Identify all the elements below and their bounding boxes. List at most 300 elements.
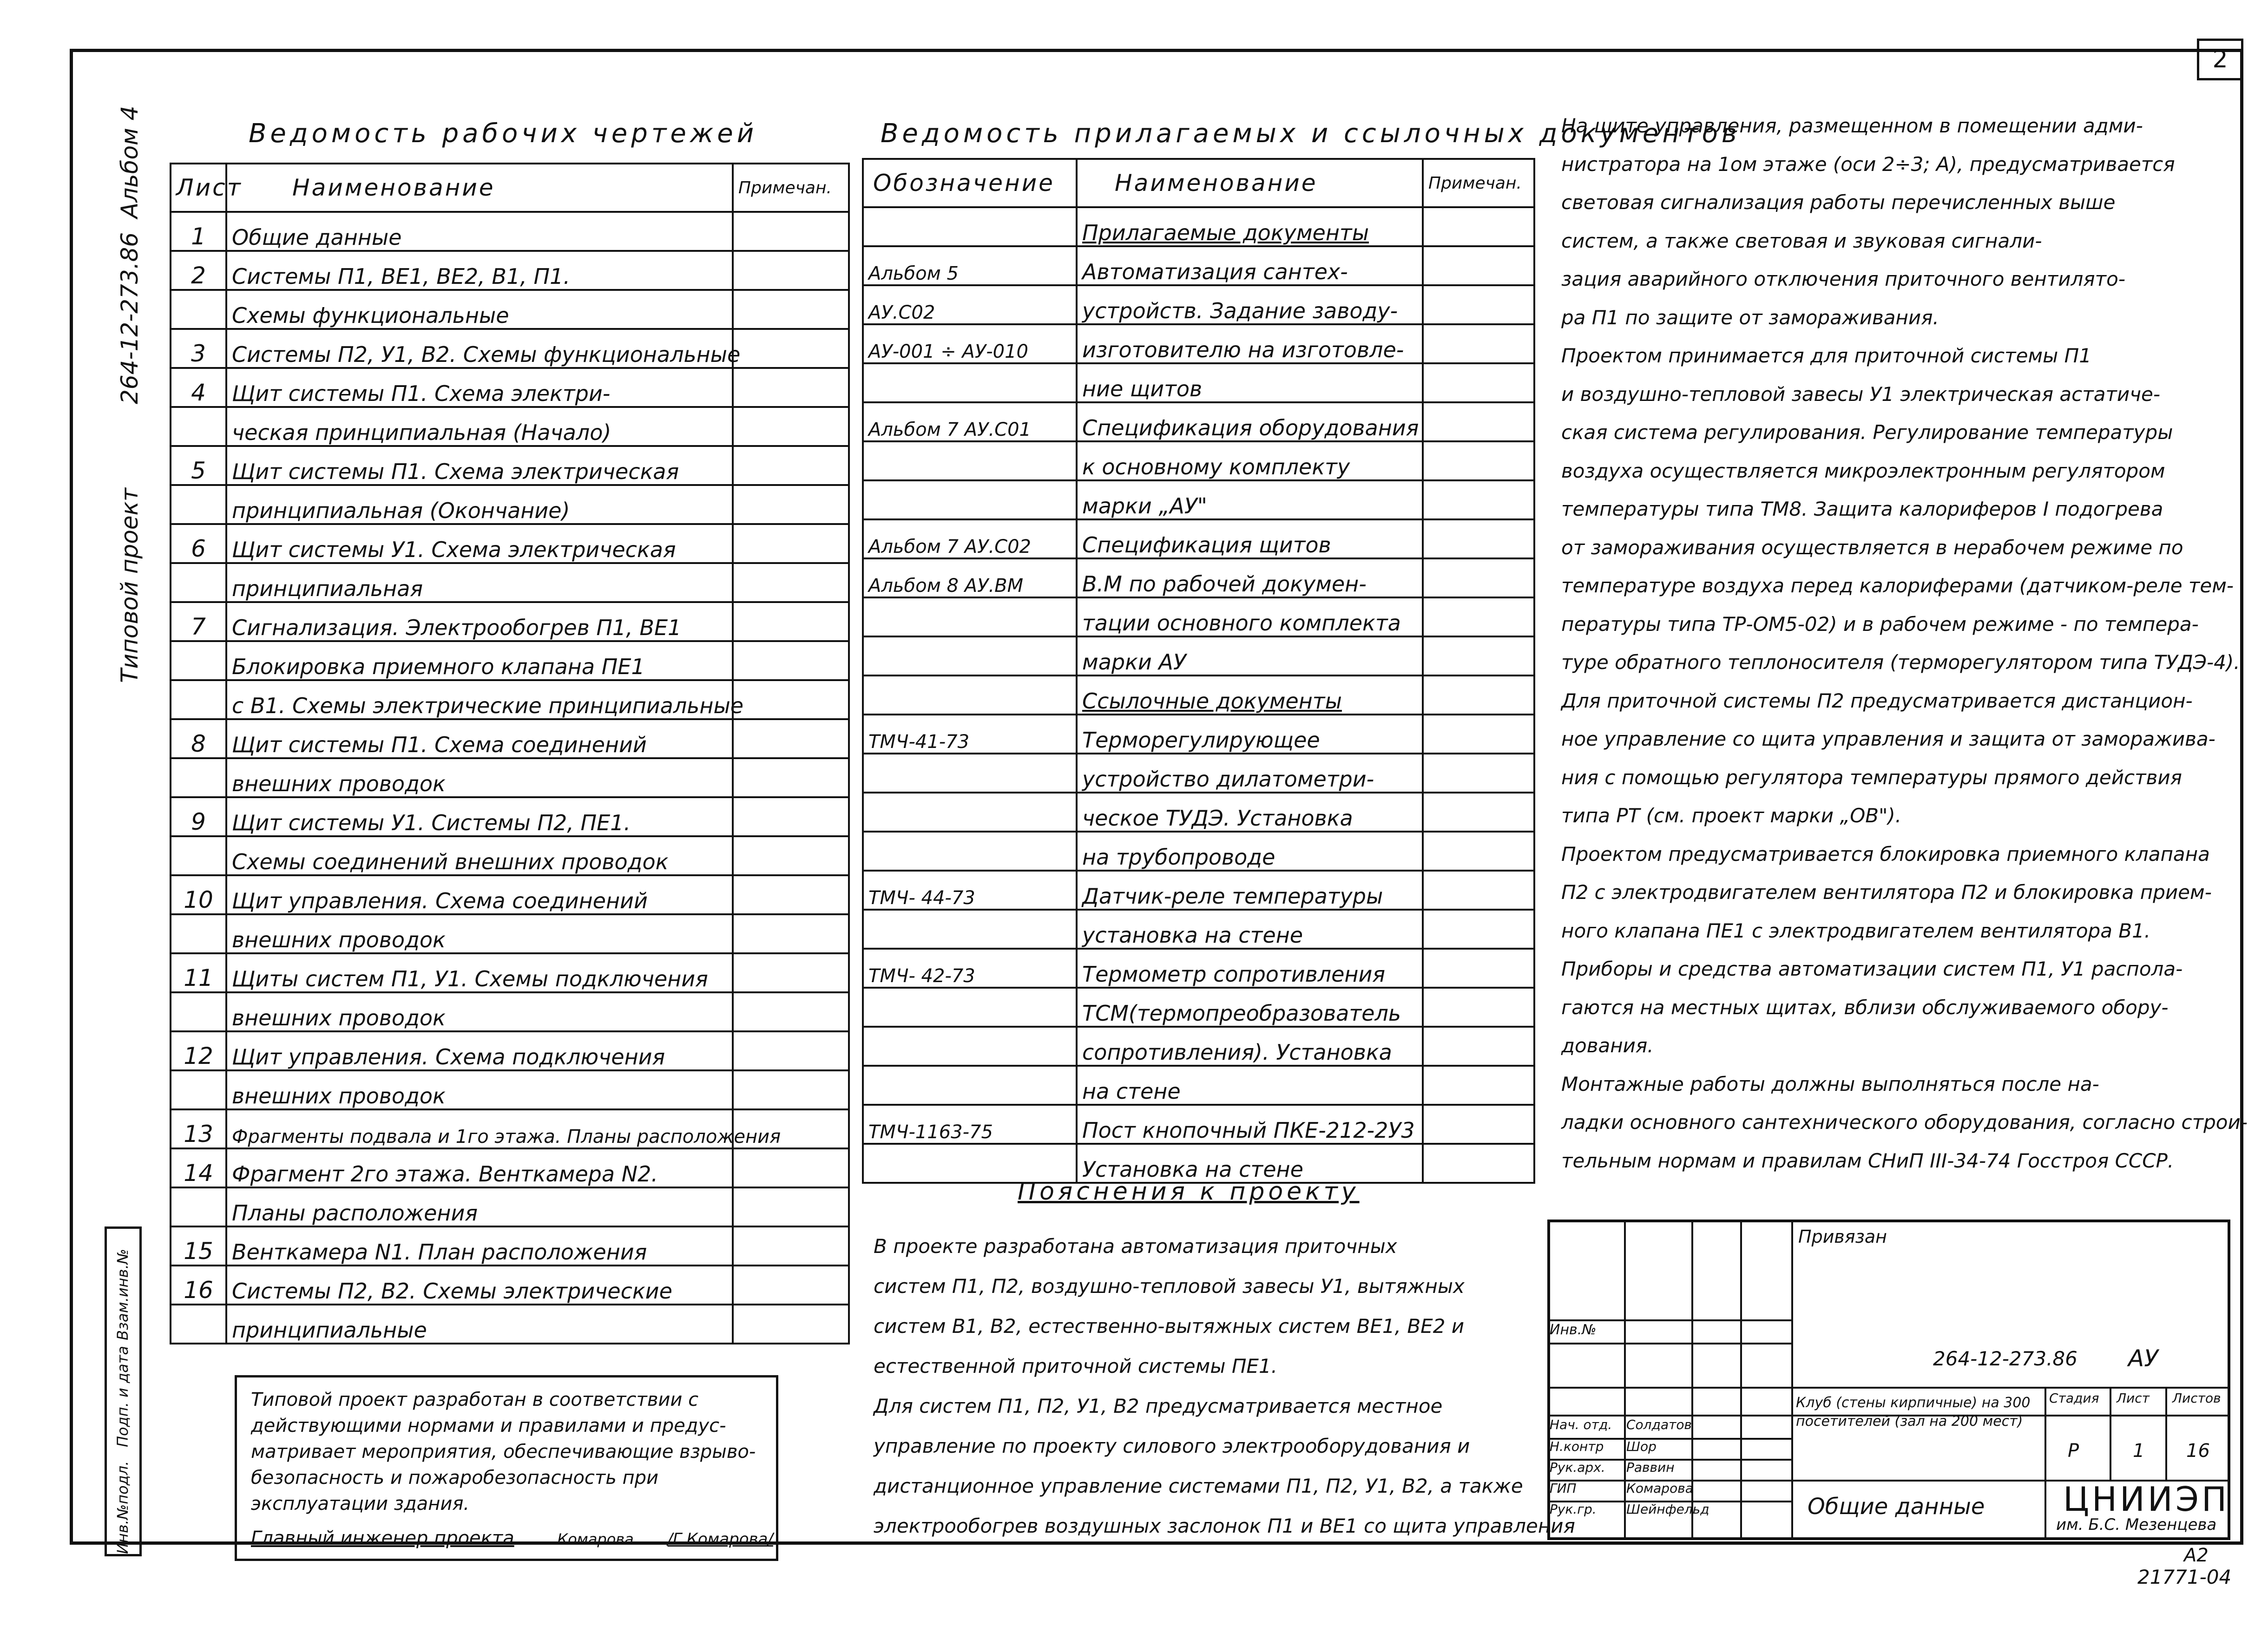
- doc-code: [863, 988, 1077, 1027]
- sheet-name: внешних проводок: [226, 992, 733, 1031]
- table-row: [171, 1187, 849, 1226]
- sheet-name: Фрагменты подвала и 1го этажа. Планы расположения: [226, 1109, 733, 1148]
- tb-org-sub: им. Б.С. Мезенцева: [2056, 1515, 2217, 1534]
- sheet-number: 7: [171, 602, 226, 641]
- table-row: [863, 558, 1534, 597]
- header-code: Обозначение: [863, 159, 1077, 207]
- table-row: [171, 641, 849, 680]
- sheet-name: Щит системы У1. Системы П2, ПЕ1.: [226, 797, 733, 836]
- text-line: Проектом предусматривается блокировка приемного клапана: [1561, 842, 2210, 866]
- engineer-signature: Комарова: [557, 1530, 634, 1548]
- explanation-line: управление по проекту силового электрооборудования и: [874, 1435, 1470, 1457]
- doc-code: [863, 793, 1077, 832]
- text-line: зация аварийного отключения приточного вентилято-: [1561, 268, 2125, 290]
- sheet-number: 12: [171, 1031, 226, 1070]
- doc-code: АУ.С02: [863, 285, 1077, 324]
- doc-note: [1423, 1105, 1534, 1144]
- doc-note: [1423, 519, 1534, 558]
- sheet-note: [733, 641, 849, 680]
- doc-code: [863, 910, 1077, 949]
- sheet-note: [733, 251, 849, 290]
- doc-note: [1423, 246, 1534, 285]
- sheet-name: Щит системы П1. Схема электрическая: [226, 446, 733, 485]
- text-line: туре обратного теплоносителя (терморегулятором типа ТУДЭ-4).: [1561, 651, 2240, 674]
- doc-code: [863, 1144, 1077, 1183]
- sheet-note: [733, 524, 849, 563]
- doc-note: [1423, 1144, 1534, 1183]
- text-line: световая сигнализация работы перечисленных выше: [1561, 191, 2116, 214]
- doc-code: [863, 597, 1077, 636]
- header-sheet: Лист: [171, 164, 226, 212]
- sheet-name: с В1. Схемы электрические принципиальные: [226, 680, 733, 719]
- tb-sheets-h: Листов: [2172, 1390, 2221, 1406]
- note-line: действующими нормами и правилами и предус-: [251, 1415, 726, 1436]
- doc-name: Автоматизация сантех-: [1077, 246, 1423, 285]
- sheet-number: 13: [171, 1109, 226, 1148]
- sheet-note: [733, 212, 849, 251]
- doc-code: [863, 675, 1077, 715]
- sheet-number: 16: [171, 1266, 226, 1305]
- explanation-line: систем В1, В2, естественно-вытяжных систем ВЕ1, ВЕ2 и: [874, 1315, 1465, 1338]
- sheet-name: Общие данные: [226, 212, 733, 251]
- tb-sheets: 16: [2186, 1440, 2210, 1462]
- text-line: нистратора на 1ом этаже (оси 2÷3; А), предусматривается: [1561, 152, 2175, 176]
- sheet-note: [733, 680, 849, 719]
- docs-list-title: Ведомость прилагаемых и ссылочных документов: [881, 118, 1741, 149]
- table-row: [863, 441, 1534, 480]
- drawings-list-title: Ведомость рабочих чертежей: [249, 118, 758, 149]
- table-row: [171, 485, 849, 524]
- table-row: [171, 875, 849, 914]
- table-row: [171, 914, 849, 953]
- table-row: [863, 949, 1534, 988]
- note-line: эксплуатации здания.: [251, 1493, 470, 1515]
- table-row: [863, 519, 1534, 558]
- doc-name: сопротивления). Установка: [1077, 1027, 1423, 1066]
- table-row: [171, 1148, 849, 1187]
- text-line: пературы типа ТР-ОМ5-02) и в рабочем режиме - по темпера-: [1561, 612, 2199, 636]
- note-line: Типовой проект разработан в соответствии с: [251, 1389, 699, 1410]
- sheet-number: [171, 680, 226, 719]
- sheet-note: [733, 368, 849, 407]
- sheet-number: 11: [171, 953, 226, 992]
- sheet-note: [733, 563, 849, 602]
- table-row: [171, 1109, 849, 1148]
- sheet-note: [733, 758, 849, 797]
- sheet-number: [171, 758, 226, 797]
- text-line: и воздушно-тепловой завесы У1 электрическая астатиче-: [1561, 382, 2160, 406]
- sheet-note: [733, 953, 849, 992]
- sheet-name: Фрагмент 2го этажа. Венткамера N2.: [226, 1148, 733, 1187]
- explanation-line: В проекте разработана автоматизация приточных: [874, 1235, 1397, 1258]
- sheet-name: Щит управления. Схема подключения: [226, 1031, 733, 1070]
- doc-note: [1423, 832, 1534, 871]
- text-line: типа РТ (см. проект марки „ОВ").: [1561, 804, 1902, 827]
- doc-name: Датчик-реле температуры: [1077, 871, 1423, 910]
- table-row: [171, 368, 849, 407]
- tb-role: ГИП: [1550, 1481, 1577, 1496]
- note-line: безопасность и пожаробезопасность при: [251, 1467, 659, 1489]
- doc-note: [1423, 675, 1534, 715]
- doc-note: [1423, 597, 1534, 636]
- sheet-number: 6: [171, 524, 226, 563]
- tb-format: А2: [2184, 1545, 2209, 1566]
- doc-name: ческое ТУДЭ. Установка: [1077, 793, 1423, 832]
- doc-name: Установка на стене: [1077, 1144, 1423, 1183]
- table-row: [171, 1305, 849, 1344]
- sheet-number: 4: [171, 368, 226, 407]
- side-album: Альбом 4: [116, 105, 143, 218]
- sheet-name: Щит системы П1. Схема электри-: [226, 368, 733, 407]
- tb-bound: Привязан: [1798, 1226, 1887, 1247]
- tb-role: Нач. отд.: [1550, 1417, 1612, 1432]
- sheet-number: [171, 563, 226, 602]
- sheet-name: принципиальная (Окончание): [226, 485, 733, 524]
- table-row: [171, 1266, 849, 1305]
- doc-code: ТМЧ-41-73: [863, 715, 1077, 754]
- doc-note: [1423, 988, 1534, 1027]
- table-row: [863, 285, 1534, 324]
- doc-name: тации основного комплекта: [1077, 597, 1423, 636]
- doc-code: [863, 441, 1077, 480]
- text-line: от замораживания осуществляется в нерабочем режиме по: [1561, 536, 2183, 559]
- doc-note: [1423, 636, 1534, 675]
- tb-role: Рук.гр.: [1550, 1502, 1597, 1517]
- sheet-note: [733, 1070, 849, 1109]
- table-row: [863, 1105, 1534, 1144]
- doc-name: марки АУ: [1077, 636, 1423, 675]
- sheet-number: [171, 485, 226, 524]
- right-text: [1561, 107, 2248, 1180]
- doc-name: устройств. Задание заводу-: [1077, 285, 1423, 324]
- tb-role-name: Солдатов: [1626, 1417, 1692, 1432]
- text-line: систем, а также световая и звуковая сигнали-: [1561, 229, 2042, 252]
- sheet-note: [733, 1187, 849, 1226]
- table-row: [863, 363, 1534, 402]
- sheet-note: [733, 797, 849, 836]
- text-line: П2 с электродвигателем вентилятора П2 и блокировка прием-: [1561, 881, 2212, 904]
- sheet-name: Системы П2, В2. Схемы электрические: [226, 1266, 733, 1305]
- sheet-number: 9: [171, 797, 226, 836]
- table-row: [171, 758, 849, 797]
- text-line: ладки основного сантехнического оборудования, согласно строи-: [1561, 1111, 2248, 1134]
- sheet-number: 8: [171, 719, 226, 758]
- doc-code: [863, 754, 1077, 793]
- table-row: [171, 1031, 849, 1070]
- table-row: [863, 207, 1534, 246]
- explanation-line: электрообогрев воздушных заслонок П1 и ВЕ1 со щита управления: [874, 1515, 1575, 1537]
- sheet-note: [733, 602, 849, 641]
- sheet-number: 10: [171, 875, 226, 914]
- sheet-name: Схемы функциональные: [226, 290, 733, 329]
- table-row: [863, 1027, 1534, 1066]
- text-line: Приборы и средства автоматизации систем П1, У1 распола-: [1561, 957, 2183, 980]
- doc-note: [1423, 1066, 1534, 1105]
- text-line: температуре воздуха перед калориферами (датчиком-реле тем-: [1561, 574, 2234, 597]
- tb-role-name: Шор: [1626, 1439, 1657, 1454]
- side-project-label: Типовой проект: [116, 488, 143, 683]
- text-line: На щите управления, размещенном в помещении адми-: [1561, 114, 2143, 137]
- sheet-number: [171, 836, 226, 875]
- strip-sign: Подп. и дата: [114, 1346, 131, 1447]
- table-row: [863, 910, 1534, 949]
- doc-name: на трубопроводе: [1077, 832, 1423, 871]
- doc-name: Спецификация оборудования: [1077, 402, 1423, 441]
- sheet-note: [733, 1148, 849, 1187]
- doc-note: [1423, 793, 1534, 832]
- table-row: [171, 329, 849, 368]
- sheet-note: [733, 992, 849, 1031]
- doc-code: ТМЧ-1163-75: [863, 1105, 1077, 1144]
- table-row: [171, 797, 849, 836]
- doc-note: [1423, 480, 1534, 519]
- doc-code: АУ-001 ÷ АУ-010: [863, 324, 1077, 363]
- sheet-note: [733, 719, 849, 758]
- tb-inv-number: 21771-04: [2137, 1566, 2232, 1588]
- explanations-text: [874, 1226, 1575, 1546]
- doc-name: Прилагаемые документы: [1077, 207, 1423, 246]
- sheet-name: внешних проводок: [226, 1070, 733, 1109]
- doc-name: установка на стене: [1077, 910, 1423, 949]
- tb-stage: Р: [2068, 1440, 2079, 1462]
- text-line: дования.: [1561, 1034, 1654, 1057]
- table-row: [171, 212, 849, 251]
- sheet-note: [733, 1031, 849, 1070]
- sheet-name: ческая принципиальная (Начало): [226, 407, 733, 446]
- sheet-name: принципиальная: [226, 563, 733, 602]
- text-line: ская система регулирования. Регулирование температуры: [1561, 421, 2173, 444]
- text-line: температуры типа ТМ8. Защита калориферов I подогрева: [1561, 498, 2163, 520]
- table-row: [863, 402, 1534, 441]
- doc-name: Спецификация щитов: [1077, 519, 1423, 558]
- doc-note: [1423, 207, 1534, 246]
- table-row: [863, 988, 1534, 1027]
- header-name: Наименование: [226, 164, 733, 212]
- page-number: 2: [2197, 39, 2243, 80]
- table-row: [171, 992, 849, 1031]
- sheet-name: Сигнализация. Электрообогрев П1, ВЕ1: [226, 602, 733, 641]
- sheet-note: [733, 875, 849, 914]
- doc-name: изготовителю на изготовле-: [1077, 324, 1423, 363]
- table-row: [171, 953, 849, 992]
- tb-role-name: Шейнфельд: [1626, 1502, 1709, 1517]
- text-line: тельным нормам и правилам СНиП III-34-74 Госстроя СССР.: [1561, 1149, 2174, 1172]
- table-row: [863, 871, 1534, 910]
- explanation-line: естественной приточной системы ПЕ1.: [874, 1355, 1278, 1377]
- engineer-label: Главный инженер проекта: [251, 1528, 514, 1549]
- tb-role: Н.контр: [1550, 1439, 1604, 1454]
- sheet-name: внешних проводок: [226, 914, 733, 953]
- doc-note: [1423, 1027, 1534, 1066]
- strip-inv: Инв.№подл.: [114, 1461, 131, 1554]
- tb-sheet-h: Лист: [2117, 1390, 2150, 1406]
- table-row: [171, 1226, 849, 1266]
- doc-code: [863, 636, 1077, 675]
- sheet-number: [171, 1070, 226, 1109]
- doc-name: Терморегулирующее: [1077, 715, 1423, 754]
- sheet-number: 2: [171, 251, 226, 290]
- explanation-line: систем П1, П2, воздушно-тепловой завесы У1, вытяжных: [874, 1275, 1465, 1298]
- sheet-name: Щит системы У1. Схема электрическая: [226, 524, 733, 563]
- tb-doc-name: Общие данные: [1808, 1494, 1985, 1520]
- table-row: [863, 246, 1534, 285]
- doc-note: [1423, 558, 1534, 597]
- table-row: [171, 563, 849, 602]
- sheet-number: [171, 992, 226, 1031]
- doc-code: ТМЧ- 42-73: [863, 949, 1077, 988]
- doc-name: ТСМ(термопреобразователь: [1077, 988, 1423, 1027]
- sheet-name: внешних проводок: [226, 758, 733, 797]
- table-row: [863, 597, 1534, 636]
- sheet-number: [171, 290, 226, 329]
- doc-note: [1423, 754, 1534, 793]
- table-row: [171, 836, 849, 875]
- text-line: ное управление со щита управления и защита от заморажива-: [1561, 728, 2215, 750]
- sheet-note: [733, 329, 849, 368]
- table-row: [863, 675, 1534, 715]
- doc-name: Ссылочные документы: [1077, 675, 1423, 715]
- tb-org: ЦНИИЭП: [2063, 1480, 2230, 1519]
- table-row: [863, 715, 1534, 754]
- table-row: [863, 324, 1534, 363]
- header-doc-note: Примечан.: [1423, 159, 1534, 207]
- text-line: Монтажные работы должны выполняться после на-: [1561, 1072, 2099, 1095]
- doc-name: на стене: [1077, 1066, 1423, 1105]
- tb-role: Рук.арх.: [1550, 1460, 1605, 1475]
- table-row: [171, 524, 849, 563]
- drawings-table: [170, 163, 850, 1344]
- doc-code: [863, 832, 1077, 871]
- doc-note: [1423, 910, 1534, 949]
- table-row: [171, 602, 849, 641]
- doc-code: Альбом 8 АУ.ВМ: [863, 558, 1077, 597]
- table-row: [171, 446, 849, 485]
- doc-code: [863, 1027, 1077, 1066]
- doc-note: [1423, 715, 1534, 754]
- sheet-name: Щит управления. Схема соединений: [226, 875, 733, 914]
- doc-code: [863, 207, 1077, 246]
- sheet-name: Венткамера N1. План расположения: [226, 1226, 733, 1266]
- text-line: ра П1 по защите от замораживания.: [1561, 306, 1939, 329]
- sheet-name: Планы расположения: [226, 1187, 733, 1226]
- doc-code: ТМЧ- 44-73: [863, 871, 1077, 910]
- doc-note: [1423, 363, 1534, 402]
- sheet-number: 15: [171, 1226, 226, 1266]
- tb-role-name: Раввин: [1626, 1460, 1675, 1475]
- sheet-note: [733, 1305, 849, 1344]
- doc-name: ние щитов: [1077, 363, 1423, 402]
- doc-name: марки „АУ": [1077, 480, 1423, 519]
- sheet-note: [733, 914, 849, 953]
- table-row: [171, 1070, 849, 1109]
- doc-note: [1423, 871, 1534, 910]
- sheet-number: [171, 914, 226, 953]
- doc-code: Альбом 5: [863, 246, 1077, 285]
- sheet-number: 1: [171, 212, 226, 251]
- explanations-title: Пояснения к проекту: [1018, 1178, 1360, 1206]
- sheet-number: [171, 1187, 226, 1226]
- sheet-name: Щиты систем П1, У1. Схемы подключения: [226, 953, 733, 992]
- sheet-name: Блокировка приемного клапана ПЕ1: [226, 641, 733, 680]
- sheet-note: [733, 1266, 849, 1305]
- doc-code: Альбом 7 АУ.С02: [863, 519, 1077, 558]
- explanation-line: дистанционное управление системами П1, П2, У1, В2, а также: [874, 1475, 1523, 1497]
- sheet-number: [171, 407, 226, 446]
- text-line: Для приточной системы П2 предусматривается дистанцион-: [1561, 689, 2193, 712]
- text-line: ния с помощью регулятора температуры прямого действия: [1561, 766, 2182, 789]
- doc-name: устройство дилатометри-: [1077, 754, 1423, 793]
- sheet-note: [733, 1226, 849, 1266]
- table-row: [171, 290, 849, 329]
- tb-inv: Инв.№: [1550, 1322, 1597, 1338]
- tb-object: Клуб (стены кирпичные) на 300 посетителей (зал на 200 мест): [1796, 1395, 2031, 1430]
- note-line: матривает мероприятия, обеспечивающие взрыво-: [251, 1441, 756, 1462]
- sheet-name: Системы П1, ВЕ1, ВЕ2, В1, П1.: [226, 251, 733, 290]
- sheet-number: [171, 1305, 226, 1344]
- doc-note: [1423, 402, 1534, 441]
- table-row: [171, 680, 849, 719]
- text-line: воздуха осуществляется микроэлектронным регулятором: [1561, 459, 2165, 482]
- table-row: [171, 407, 849, 446]
- tb-sheet: 1: [2133, 1440, 2145, 1462]
- sheet-note: [733, 407, 849, 446]
- table-row: [863, 480, 1534, 519]
- explanation-line: Для систем П1, П2, У1, В2 предусматривается местное: [874, 1395, 1443, 1417]
- sheet-note: [733, 485, 849, 524]
- text-line: Проектом принимается для приточной системы П1: [1561, 344, 2091, 367]
- table-row: [863, 1144, 1534, 1183]
- sheet-name: Схемы соединений внешних проводок: [226, 836, 733, 875]
- engineer-name: /Г.Комарова/: [667, 1530, 773, 1548]
- table-row: [863, 754, 1534, 793]
- docs-table: [862, 158, 1535, 1184]
- table-row: [171, 251, 849, 290]
- sheet-note: [733, 290, 849, 329]
- sheet-name: Щит системы П1. Схема соединений: [226, 719, 733, 758]
- side-code: 264-12-273.86: [116, 232, 143, 404]
- doc-note: [1423, 285, 1534, 324]
- text-line: ного клапана ПЕ1 с электродвигателем вентилятора В1.: [1561, 919, 2151, 942]
- note-box: [235, 1375, 778, 1561]
- tb-code: 264-12-273.86: [1933, 1347, 2077, 1370]
- sheet-number: 3: [171, 329, 226, 368]
- doc-code: [863, 480, 1077, 519]
- doc-code: Альбом 7 АУ.С01: [863, 402, 1077, 441]
- table-row: [171, 719, 849, 758]
- table-row: [863, 793, 1534, 832]
- doc-name: Пост кнопочный ПКЕ-212-2У3: [1077, 1105, 1423, 1144]
- sheet-number: 5: [171, 446, 226, 485]
- strip-repl: Взам.инв.№: [114, 1249, 131, 1340]
- doc-note: [1423, 324, 1534, 363]
- table-row: [863, 832, 1534, 871]
- sheet-note: [733, 446, 849, 485]
- table-row: [863, 1066, 1534, 1105]
- table-row: [863, 636, 1534, 675]
- left-approval-strip: [105, 1226, 142, 1556]
- sheet-name: принципиальные: [226, 1305, 733, 1344]
- sheet-note: [733, 836, 849, 875]
- doc-code: [863, 1066, 1077, 1105]
- tb-stage-h: Стадия: [2049, 1390, 2099, 1406]
- doc-note: [1423, 441, 1534, 480]
- tb-role-name: Комарова: [1626, 1481, 1693, 1496]
- doc-code: [863, 363, 1077, 402]
- header-note: Примечан.: [733, 164, 849, 212]
- sheet-number: 14: [171, 1148, 226, 1187]
- doc-note: [1423, 949, 1534, 988]
- doc-name: Термометр сопротивления: [1077, 949, 1423, 988]
